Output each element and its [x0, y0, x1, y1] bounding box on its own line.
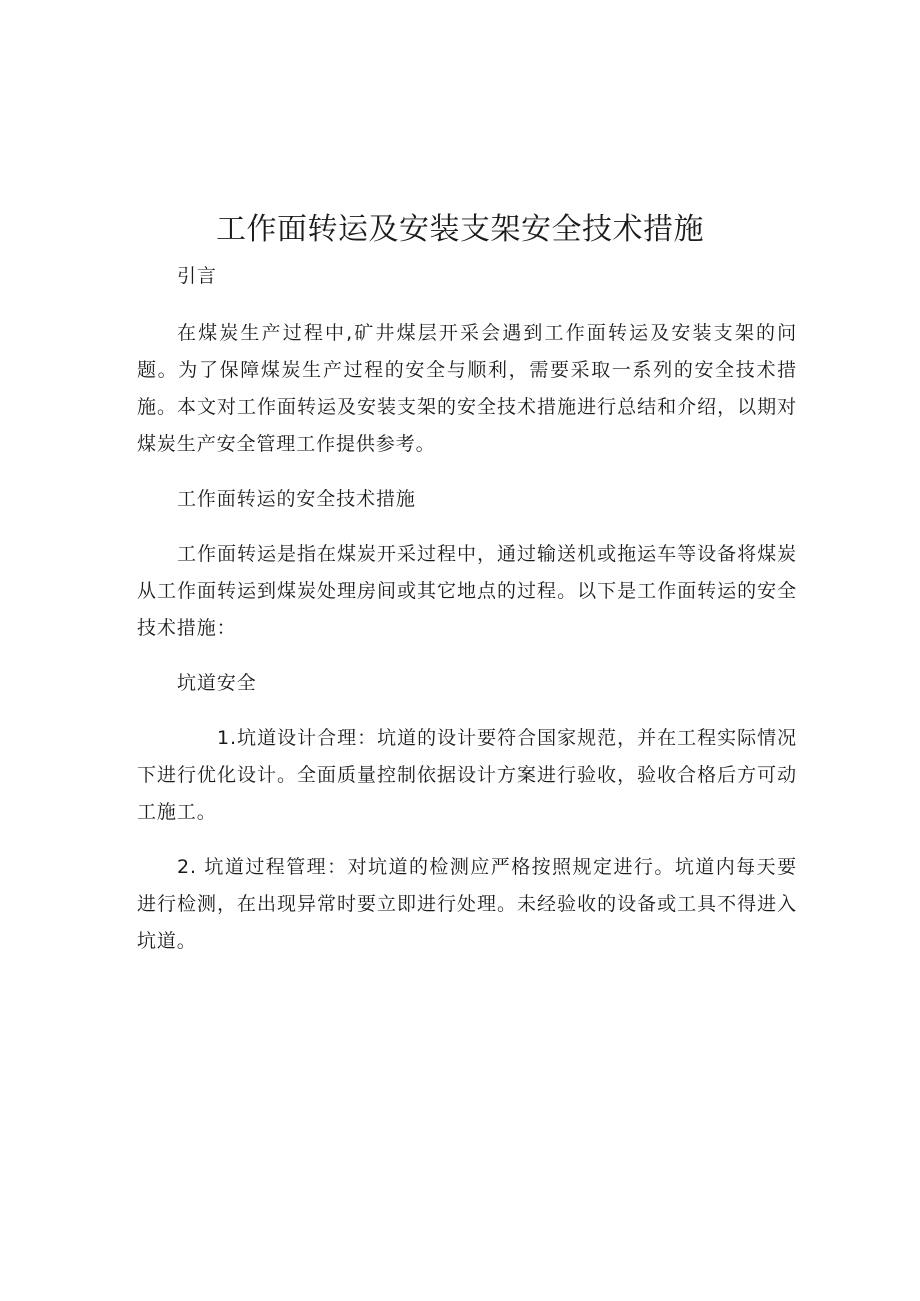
list-item-1 [137, 720, 797, 831]
intro-paragraph: 在煤炭生产过程中,矿井煤层开采会遇到工作面转运及安装支架的问题。为了保障煤炭生产过程的安全与顺利，需要采取一系列的安全技术措施。本文对工作面转运及安装支架的安全技术措施进行总结和介绍，以期对煤炭生产安全管理工作提供参考。 [137, 322, 797, 455]
transfer-paragraph: 工作面转运是指在煤炭开采过程中，通过输送机或拖运车等设备将煤炭从工作面转运到煤炭处理房间或其它地点的过程。以下是工作面转运的安全技术措施： [137, 543, 797, 639]
list-item-2: 2. 坑道过程管理：对坑道的检测应严格按照规定进行。坑道内每天要进行检测，在出现异常时要立即进行处理。未经验收的设备或工具不得进入坑道。 [137, 856, 797, 952]
transfer-heading: 工作面转运的安全技术措施 [177, 488, 416, 510]
document-title: 工作面转运及安装支架安全技术措施 [216, 212, 704, 247]
list-item-1-number: 1. [217, 727, 237, 749]
intro-heading: 引言 [177, 265, 217, 287]
tunnel-heading: 坑道安全 [177, 672, 257, 694]
list-item-1-text: 坑道设计合理：坑道的设计要符合国家规范，并在工程实际情况下进行优化设计。全面质量控制依据设计方案进行验收，验收合格后方可动工施工。 [137, 727, 797, 823]
document-body [137, 258, 797, 960]
